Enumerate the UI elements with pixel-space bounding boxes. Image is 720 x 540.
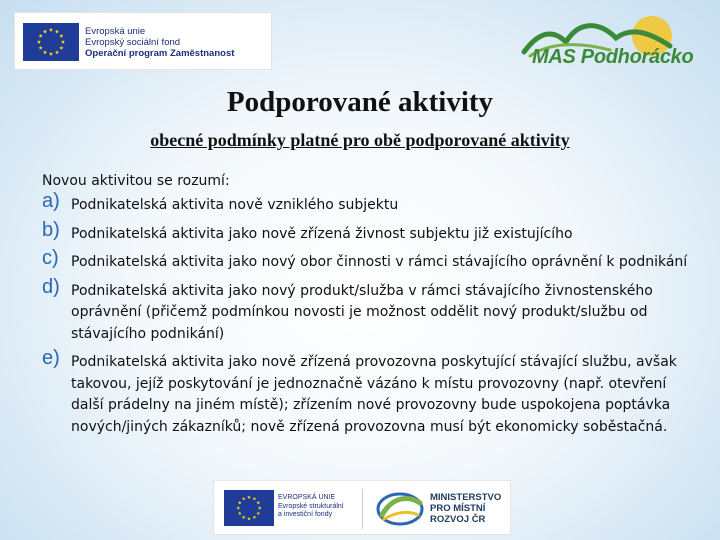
mas-logo-name: MAS Podhorácko	[532, 46, 694, 68]
list-item-text: Podnikatelská aktivita nově vzniklého subjektu	[71, 197, 399, 213]
eu-star-icon	[43, 29, 47, 33]
esf-logo	[14, 12, 272, 70]
eu-funds-line-3: a investiční fondy	[278, 511, 333, 518]
list-item-d	[42, 275, 692, 345]
activity-list	[42, 190, 692, 444]
eu-star-icon	[236, 506, 240, 510]
list-item-e	[42, 347, 692, 437]
ministry-line-1: MINISTERSTVO	[430, 492, 502, 503]
footer-divider	[362, 489, 363, 529]
ministry-emblem-icon	[374, 489, 426, 529]
eu-star-icon	[49, 28, 53, 32]
mas-podhoracko-logo	[520, 12, 694, 76]
eu-star-icon	[39, 34, 43, 38]
eu-star-icon	[49, 52, 53, 56]
list-marker: a)	[42, 190, 60, 212]
list-marker: b)	[42, 218, 60, 241]
intro-text: Novou aktivitou se rozumí:	[42, 173, 230, 189]
esf-line-1: Evropská unie	[85, 26, 146, 37]
list-item-text: Podnikatelská aktivita jako nově zřízená živnost subjektu již existujícího	[71, 225, 573, 242]
eu-flag-icon	[224, 490, 274, 526]
page-subtitle: obecné podmínky platné pro obě podporované aktivity	[150, 130, 570, 150]
eu-star-icon	[256, 501, 260, 505]
list-item-b	[42, 218, 692, 245]
list-marker: d)	[42, 275, 60, 298]
esf-line-2: Evropský sociální fond	[85, 37, 181, 48]
list-item-text: Podnikatelská aktivita jako nový produkt/služba v rámci stávajícího živnostenského oprávnění (přičemž podmínkou novosti je možnost oddělit nový produkt/službu od stávajícího podnikání)	[71, 282, 653, 342]
eu-star-icon	[238, 511, 242, 515]
eu-stars-icon	[224, 490, 274, 526]
eu-star-icon	[242, 497, 246, 501]
eu-star-icon	[61, 40, 65, 44]
eu-star-icon	[55, 50, 59, 54]
eu-star-icon	[242, 515, 246, 519]
eu-star-icon	[256, 511, 260, 515]
page-title: Podporované aktivity	[226, 86, 494, 118]
eu-star-icon	[43, 50, 47, 54]
eu-stars-icon	[23, 23, 79, 61]
eu-star-icon	[55, 29, 59, 33]
ministry-line-3: ROZVOJ ČR	[430, 514, 486, 525]
list-marker: e)	[42, 347, 60, 369]
eu-star-icon	[258, 506, 262, 510]
esf-logo-text	[85, 26, 234, 59]
eu-star-icon	[59, 46, 63, 50]
eu-star-icon	[238, 501, 242, 505]
list-item-text: Podnikatelská aktivita jako nově zřízená provozovna poskytující stávající službu, avšak takovou, jejíž poskytování je jednoznačně vázáno k místu provozovny (např. otevření další prádelny na jiném místě); zřízením nové provozovny bude uspokojena poptávka nových/jiných zákazníků; nově zřízená provozovna musí být ekonomicky soběstačná.	[71, 354, 677, 435]
eu-star-icon	[247, 495, 251, 499]
list-marker: c)	[42, 247, 59, 269]
ministry-line-2: PRO MÍSTNÍ	[430, 503, 486, 514]
eu-star-icon	[252, 515, 256, 519]
eu-funds-line-2: Evropské strukturální	[278, 502, 344, 510]
eu-star-icon	[37, 40, 41, 44]
eu-funds-text	[278, 494, 344, 520]
eu-star-icon	[247, 517, 251, 521]
eu-star-icon	[252, 497, 256, 501]
list-item-text: Podnikatelská aktivita jako nový obor činnosti v rámci stávajícího oprávnění k podnikání	[71, 254, 688, 270]
eu-flag-icon	[23, 23, 79, 61]
eu-star-icon	[59, 34, 63, 38]
list-item-a	[42, 190, 692, 216]
list-item-c	[42, 247, 692, 273]
esf-line-3: Operační program Zaměstnanost	[85, 48, 235, 59]
eu-star-icon	[39, 46, 43, 50]
footer-logos	[213, 480, 511, 535]
eu-funds-line-1: EVROPSKÁ UNIE	[278, 494, 336, 501]
ministry-text	[430, 492, 501, 525]
